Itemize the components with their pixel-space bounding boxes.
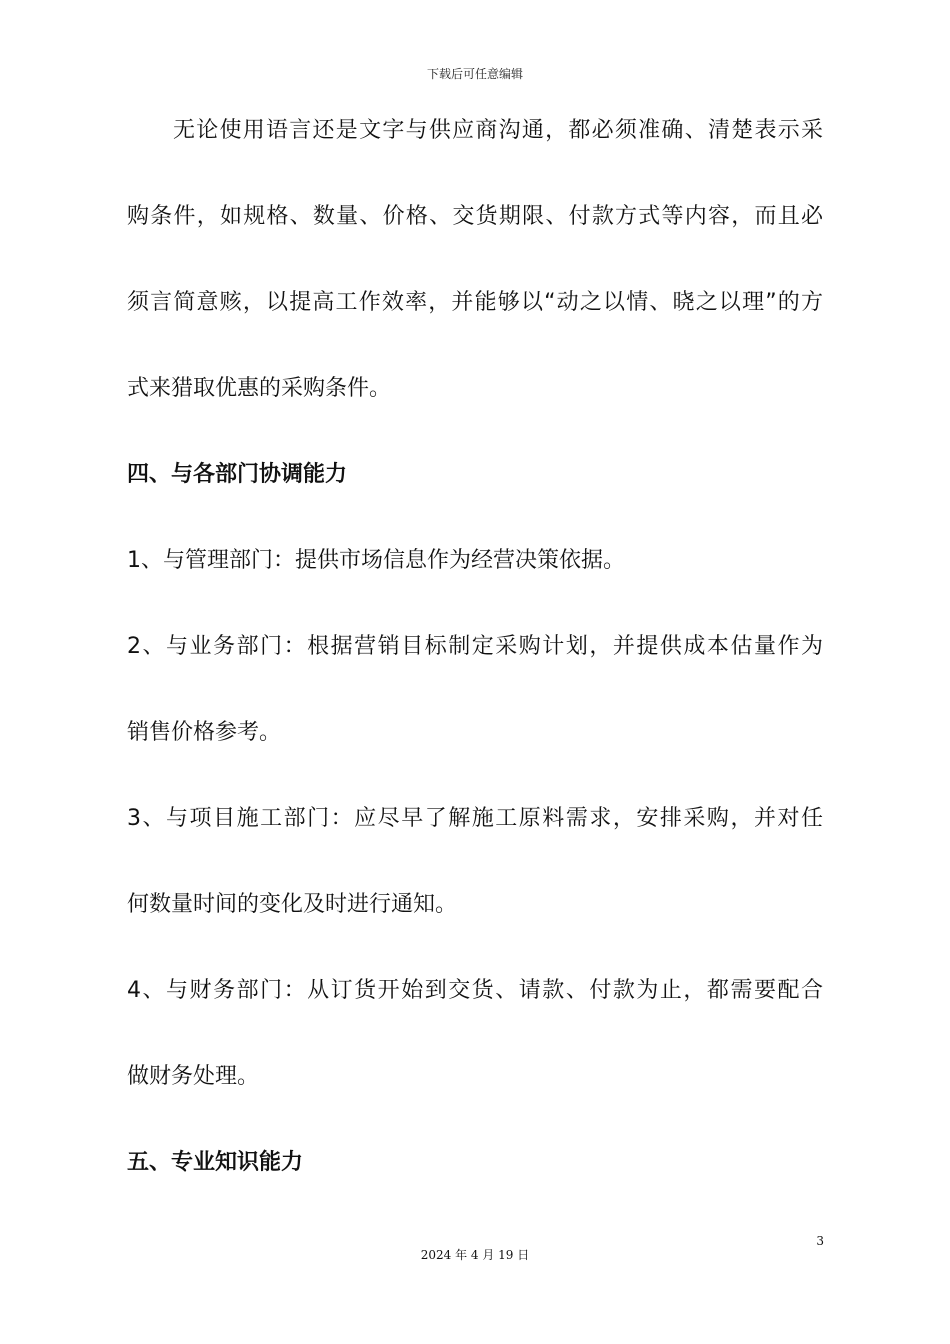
paragraph-line: 无论使用语言还是文字与供应商沟通，都必须准确、清楚表示采 bbox=[173, 118, 823, 143]
list-item-line: 2、与业务部门：根据营销目标制定采购计划，并提供成本估量作为 bbox=[127, 634, 823, 659]
section-heading: 四、与各部门协调能力 bbox=[127, 462, 348, 487]
section-heading: 五、专业知识能力 bbox=[127, 1150, 304, 1175]
list-item-line: 做财务处理。 bbox=[127, 1064, 260, 1089]
paragraph-line: 购条件，如规格、数量、价格、交货期限、付款方式等内容，而且必 bbox=[127, 204, 823, 229]
paragraph-line: 式来猎取优惠的采购条件。 bbox=[127, 376, 392, 401]
footer-date: 2024 年 4 月 19 日 bbox=[420, 1248, 530, 1262]
page-number: 3 bbox=[816, 1234, 824, 1248]
page-header: 下载后可任意编辑 bbox=[426, 67, 523, 81]
list-item-line: 何数量时间的变化及时进行通知。 bbox=[127, 892, 458, 917]
list-item-line: 销售价格参考。 bbox=[127, 720, 282, 745]
list-item-line: 4、与财务部门：从订货开始到交货、请款、付款为止，都需要配合 bbox=[127, 978, 823, 1003]
list-item-line: 3、与项目施工部门：应尽早了解施工原料需求，安排采购，并对任 bbox=[127, 806, 823, 831]
list-item-line: 1、与管理部门：提供市场信息作为经营决策依据。 bbox=[127, 548, 625, 573]
paragraph-line: 须言简意赅，以提高工作效率，并能够以“动之以情、晓之以理”的方 bbox=[127, 290, 823, 315]
